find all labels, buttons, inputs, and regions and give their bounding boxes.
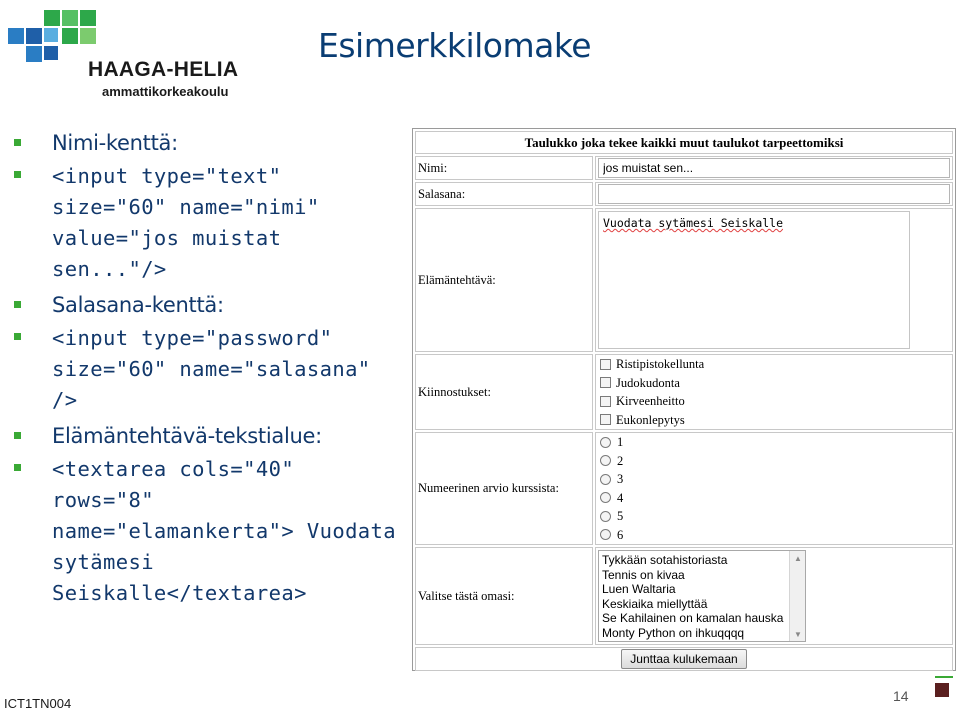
password-input[interactable] [598,184,950,204]
radio-button[interactable] [600,437,611,448]
rating-option[interactable] [598,470,950,489]
bullet-square-icon [14,464,21,471]
rating-value: 2 [617,453,624,468]
bullet-item [10,128,405,158]
bullet-text: Elämäntehtävä-tekstialue: [52,424,322,448]
bullet-list [10,128,409,614]
life-task-label: Elämäntehtävä: [415,208,593,352]
listbox-option[interactable]: Monty Python on ihkuqqqq [602,625,745,640]
choice-listbox[interactable] [598,550,806,642]
radio-button[interactable] [600,529,611,540]
interest-label: Ristipistokellunta [616,357,705,371]
bullet-text: Salasana-kenttä: [52,293,224,317]
listbox-scrollbar[interactable] [789,551,805,641]
checkbox[interactable] [600,359,611,370]
bullet-square-icon [14,333,21,340]
rating-value: 1 [617,435,624,449]
listbox-option[interactable]: Keskiaika miellyttää [602,596,708,611]
choose-label: Valitse tästä omasi: [415,547,593,645]
bullet-code: <input type="text" size="60" name="nimi" value="jos muistat sen..."/> [52,164,333,281]
course-code: ICT1TN004 [4,696,72,711]
rating-value: 4 [617,490,624,505]
haaga-helia-logo [8,8,248,98]
rating-option[interactable] [598,507,950,526]
rating-value: 5 [617,509,624,523]
interest-label: Judokudonta [616,375,680,390]
form-screenshot [412,128,956,671]
form-caption: Taulukko joka tekee kaikki muut taulukot tarpeettomiksi [415,131,953,154]
interest-label: Kirveenheitto [616,394,685,408]
slide-title: Esimerkkilomake [318,26,592,65]
scroll-up-arrow-icon[interactable]: ▲ [794,554,802,563]
bullet-square-icon [14,301,21,308]
bullet-text: Nimi-kenttä: [52,131,178,155]
submit-button[interactable]: Junttaa kulukemaan [621,649,747,669]
bullet-item [10,323,405,416]
corner-accent-line [935,676,953,678]
rating-option[interactable] [598,526,950,545]
radio-button[interactable] [600,511,611,522]
form-table [413,129,955,673]
bullet-square-icon [14,139,21,146]
bullet-code: <textarea cols="40" rows="8" name="elamankerta"> Vuodata sytämesi Seiskalle</textarea> [52,457,409,605]
life-task-text: Vuodata sytämesi Seiskalle [603,216,784,230]
radio-button[interactable] [600,492,611,503]
rating-option[interactable] [598,452,950,471]
bullet-item [10,454,409,609]
bullet-item [10,290,405,320]
interests-label: Kiinnostukset: [415,354,593,430]
listbox-option[interactable]: Luen Waltaria [602,582,676,596]
page-number: 14 [893,688,909,704]
rating-option[interactable] [598,489,950,508]
rating-value: 6 [617,527,624,542]
bullet-code: <input type="password" size="60" name="salasana" /> [52,326,384,412]
rating-value: 3 [617,472,624,486]
interest-label: Eukonlepytys [616,412,685,427]
rating-option[interactable] [598,433,950,452]
bullet-square-icon [14,171,21,178]
logo-subtitle: ammattikorkeakoulu [102,84,229,99]
interest-option[interactable] [598,374,950,393]
rating-label: Numeerinen arvio kurssista: [415,432,593,545]
listbox-option[interactable]: Tykkään sotahistoriasta [602,553,728,567]
interest-option[interactable] [598,411,950,430]
interest-option[interactable] [598,355,950,374]
interest-option[interactable] [598,392,950,411]
logo-name: HAAGA-HELIA [88,58,239,81]
checkbox[interactable] [600,414,611,425]
listbox-option[interactable]: Se Kahilainen on kamalan hauska [602,611,784,625]
bullet-item [10,161,405,285]
password-label: Salasana: [415,182,593,206]
radio-button[interactable] [600,474,611,485]
checkbox[interactable] [600,377,611,388]
radio-button[interactable] [600,455,611,466]
listbox-option[interactable]: Tennis on kivaa [602,567,685,582]
bullet-item [10,421,405,451]
corner-accent-square [935,683,949,697]
name-input[interactable] [598,158,950,178]
scroll-down-arrow-icon[interactable]: ▼ [794,630,802,639]
name-label: Nimi: [415,156,593,180]
bullet-square-icon [14,432,21,439]
checkbox[interactable] [600,396,611,407]
life-task-textarea[interactable] [598,211,910,349]
